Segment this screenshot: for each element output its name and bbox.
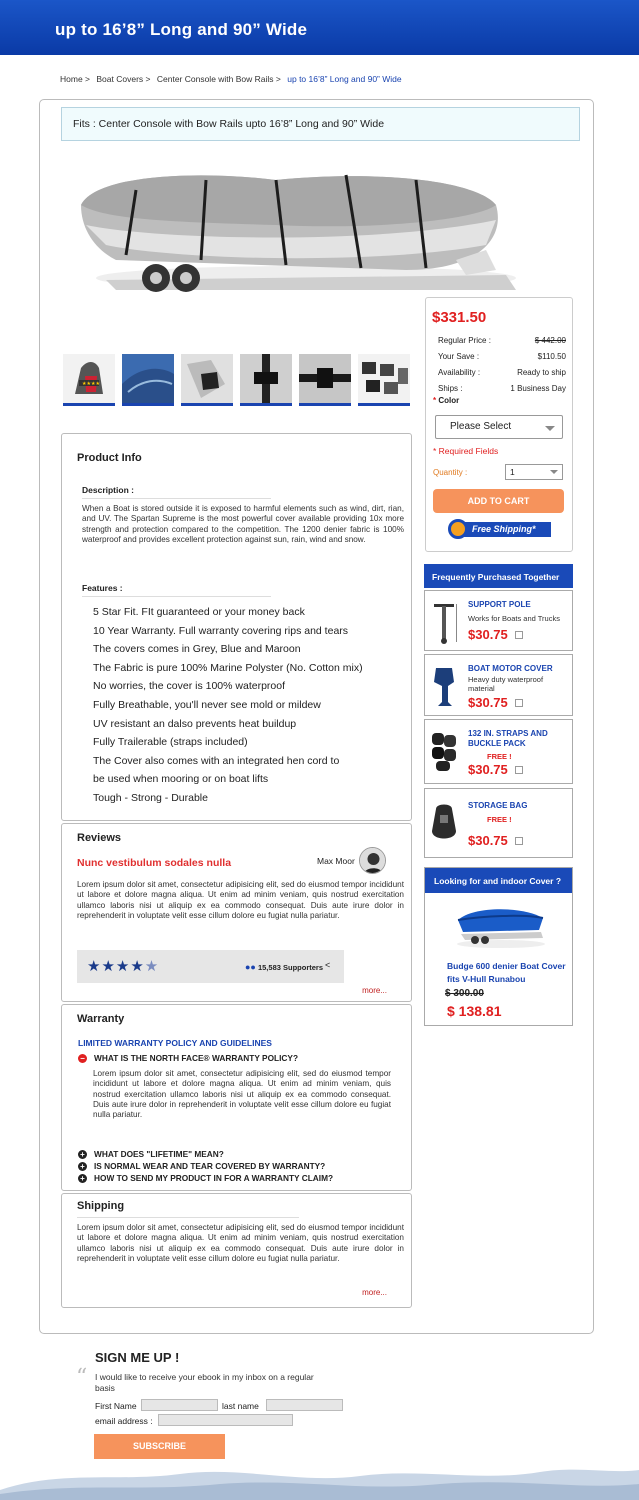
- review-title: Nunc vestibulum sodales nulla: [77, 857, 232, 869]
- last-name-input[interactable]: [266, 1399, 343, 1411]
- free-shipping-badge: Free Shipping*: [448, 519, 553, 539]
- signup-text: I would like to receive your ebook in my inbox on a regular basis: [95, 1372, 314, 1393]
- warranty-question-2[interactable]: + WHAT DOES "LIFETIME" MEAN?: [78, 1149, 224, 1159]
- thumbnail-strip: [63, 354, 413, 406]
- quote-icon: “: [76, 1365, 88, 1390]
- storage-bag-image: [430, 801, 458, 846]
- feature-item: No worries, the cover is 100% waterproof: [93, 680, 285, 693]
- review-rating-bar: [77, 950, 344, 983]
- product-price: $30.75: [468, 627, 508, 642]
- review-author: Max Moor: [317, 856, 355, 866]
- plus-icon: +: [78, 1162, 87, 1171]
- warranty-question-4[interactable]: + HOW TO SEND MY PRODUCT IN FOR A WARRANTY CLAIM?: [78, 1173, 333, 1183]
- add-product-checkbox[interactable]: [515, 631, 523, 639]
- frequently-purchased-header: Frequently Purchased Together: [424, 564, 573, 588]
- thumbnail-6[interactable]: [358, 354, 410, 406]
- feature-item: 10 Year Warranty. Full warranty covering rips and tears: [93, 624, 349, 637]
- review-text: Lorem ipsum dolor sit amet, consectetur adipisicing elit, sed do eiusmod tempor incididunt ut labore et dolore magna aliqua. Ut enim ad minim veniam, quis nostrud exercitation ullamco laboris nisi ut aliquip ex ea commodo consequat. Duis aute irure dolor in reprehenderit in voluptate velit esse cillum dolore eu fugiat nulla pariatur.: [77, 880, 404, 920]
- price-row-ships: Ships : 1 Business Day: [438, 384, 566, 393]
- indoor-cover-card[interactable]: [424, 867, 573, 1026]
- motor-cover-image: [430, 664, 458, 709]
- warranty-question-3[interactable]: + IS NORMAL WEAR AND TEAR COVERED BY WARRANTY?: [78, 1161, 325, 1171]
- features-label: Features :: [82, 583, 271, 597]
- share-icon[interactable]: <: [325, 960, 331, 970]
- subscribe-button[interactable]: SUBSCRIBE: [94, 1434, 225, 1459]
- ships-value: 1 Business Day: [510, 384, 566, 393]
- email-input[interactable]: [158, 1414, 293, 1426]
- shipping-section: [61, 1193, 412, 1308]
- reviews-more-link[interactable]: more...: [362, 986, 387, 995]
- indoor-cover-old-price: $ 300.00: [445, 988, 484, 999]
- price-row-regular: Regular Price : $ 442.00: [438, 336, 566, 345]
- warranty-answer: Lorem ipsum dolor sit amet, consectetur adipisicing elit, sed do eiusmod tempor incididunt ut labore et dolore magna aliqua. Ut enim ad minim veniam, quis nostrud exercitation ullamco laboris nisi ut aliquip ex ea commodo consequat. Duis aute irure dolor in reprehenderit in voluptate velit esse cillum dolore eu fugiat nulla pariatur.: [93, 1069, 391, 1120]
- add-to-cart-button[interactable]: ADD TO CART: [433, 489, 564, 513]
- email-label: email address :: [95, 1416, 153, 1426]
- thumbnail-4[interactable]: [240, 354, 292, 406]
- regular-price: $ 442.00: [534, 336, 566, 345]
- color-label: * Color: [433, 396, 460, 405]
- breadcrumb-home[interactable]: Home >: [60, 74, 90, 84]
- first-name-input[interactable]: [141, 1399, 218, 1411]
- reviews-section: [61, 823, 412, 1002]
- color-select[interactable]: Please Select: [435, 415, 563, 439]
- feature-item: The Fabric is pure 100% Marine Polyster (No. Cotton mix): [93, 661, 363, 674]
- reviews-title: Reviews: [77, 832, 122, 844]
- product-card-motor-cover[interactable]: [424, 654, 573, 716]
- shipping-more-link[interactable]: more...: [362, 1288, 387, 1297]
- support-pole-image: [430, 600, 458, 645]
- add-product-checkbox[interactable]: [515, 699, 523, 707]
- shipping-title: Shipping: [77, 1200, 125, 1212]
- feature-item: Tough - Strong - Durable: [93, 791, 208, 804]
- product-card-support-pole[interactable]: [424, 590, 573, 651]
- free-tag: FREE !: [487, 752, 512, 761]
- breadcrumb-current: up to 16’8” Long and 90” Wide: [287, 74, 402, 84]
- required-fields-note: * Required Fields: [433, 446, 499, 456]
- indoor-cover-header: Looking for and indoor Cover ?: [425, 868, 572, 893]
- save-amount: $110.50: [537, 352, 566, 361]
- indoor-cover-image: [453, 900, 548, 950]
- plus-icon: +: [78, 1150, 87, 1159]
- price-row-save: Your Save : $110.50: [438, 352, 566, 361]
- chevron-down-icon: [550, 470, 558, 474]
- description-label: Description :: [82, 485, 271, 499]
- product-name[interactable]: 132 IN. STRAPS AND BUCKLE PACK: [468, 729, 548, 748]
- header-banner: [0, 0, 639, 55]
- product-name[interactable]: SUPPORT POLE: [468, 600, 531, 609]
- thumbnail-5[interactable]: [299, 354, 351, 406]
- svg-text:★★★★: ★★★★: [82, 381, 100, 387]
- breadcrumb-center-console[interactable]: Center Console with Bow Rails >: [156, 74, 281, 84]
- warranty-title: Warranty: [77, 1013, 125, 1025]
- product-card-straps[interactable]: [424, 719, 573, 784]
- features-list: [93, 603, 393, 808]
- chevron-down-icon: [545, 426, 555, 431]
- feature-item: Fully Breathable, you'll never see mold or mildew: [93, 698, 321, 711]
- signup-title: SIGN ME UP !: [95, 1350, 180, 1365]
- quantity-select[interactable]: 1: [505, 464, 563, 480]
- product-name[interactable]: BOAT MOTOR COVER: [468, 664, 553, 673]
- add-product-checkbox[interactable]: [515, 837, 523, 845]
- breadcrumb-boat-covers[interactable]: Boat Covers >: [96, 74, 151, 84]
- warranty-heading: LIMITED WARRANTY POLICY AND GUIDELINES: [78, 1038, 272, 1048]
- avatar: [359, 847, 386, 874]
- page-title: up to 16’8” Long and 90” Wide: [55, 20, 308, 39]
- shipping-text: Lorem ipsum dolor sit amet, consectetur adipisicing elit, sed do eiusmod tempor incididunt ut labore et dolore magna aliqua. Ut enim ad minim veniam, quis nostrud exercitation ullamco laboris nisi ut aliquip ex ea commodo consequat. Duis aute irure dolor in reprehenderit in voluptate velit esse cillum dolore eu fugiat nulla pariatur.: [77, 1223, 404, 1263]
- warranty-question-1[interactable]: − WHAT IS THE NORTH FACE® WARRANTY POLICY?: [78, 1053, 298, 1063]
- quantity-label: Quantity :: [433, 468, 468, 477]
- rating-stars: ★★★★★: [87, 958, 160, 975]
- product-card-storage-bag[interactable]: [424, 788, 573, 858]
- thumbnail-1[interactable]: [63, 354, 115, 406]
- first-name-label: First Name: [95, 1401, 137, 1411]
- people-icon: ●●: [245, 962, 256, 972]
- thumbnail-2[interactable]: [122, 354, 174, 406]
- product-price: $30.75: [468, 833, 508, 848]
- product-info-title: Product Info: [77, 452, 142, 464]
- supporters-count: ●● 15,583 Supporters: [245, 962, 323, 972]
- purchase-panel: [425, 297, 573, 552]
- feature-item: Fully Trailerable (straps included): [93, 736, 248, 749]
- indoor-cover-new-price: $ 138.81: [447, 1003, 502, 1019]
- product-desc: Heavy duty waterproof material: [468, 675, 544, 693]
- availability-value: Ready to ship: [517, 368, 566, 377]
- product-price: $30.75: [468, 695, 508, 710]
- minus-icon: −: [78, 1054, 87, 1063]
- divider: [77, 1217, 299, 1218]
- feature-item: be used when mooring or on boat lifts: [93, 773, 269, 786]
- thumbnail-3[interactable]: [181, 354, 233, 406]
- product-desc: Works for Boats and Trucks: [468, 614, 560, 623]
- mountain-footer-graphic: [0, 1460, 639, 1500]
- current-price: $331.50: [432, 309, 487, 326]
- breadcrumb: [60, 74, 406, 84]
- product-price: $30.75: [468, 762, 508, 777]
- add-product-checkbox[interactable]: [515, 766, 523, 774]
- fits-banner: Fits : Center Console with Bow Rails upto 16’8” Long and 90” Wide: [61, 107, 580, 141]
- plus-icon: +: [78, 1174, 87, 1183]
- straps-image: [430, 729, 458, 774]
- feature-item: The covers comes in Grey, Blue and Maroon: [93, 643, 301, 656]
- shipping-badge-icon: [448, 519, 468, 539]
- indoor-cover-name[interactable]: Budge 600 denier Boat Cover fits V-Hull Runabou: [447, 961, 566, 984]
- feature-item: The Cover also comes with an integrated hen cord to: [93, 754, 340, 767]
- price-row-availability: Availability : Ready to ship: [438, 368, 566, 377]
- product-info-section: [61, 433, 412, 821]
- last-name-label: last name: [222, 1401, 259, 1411]
- product-name[interactable]: STORAGE BAG: [468, 801, 528, 810]
- feature-item: 5 Star Fit. FIt guaranteed or your money back: [93, 606, 305, 618]
- feature-item: UV resistant an dalso prevents heat buildup: [93, 717, 297, 730]
- free-tag: FREE !: [487, 815, 512, 824]
- description-text: When a Boat is stored outside it is exposed to harmful elements such as wind, dirt, rian, and UV. The Spartan Supreme is the most powerful cover available providing 10x more strength and protection compared to the competition. The 1200 denier fabric is 100% waterproof and provides excellent protection against sun, rain, wind and snow.: [82, 504, 404, 544]
- warranty-section: [61, 1004, 412, 1191]
